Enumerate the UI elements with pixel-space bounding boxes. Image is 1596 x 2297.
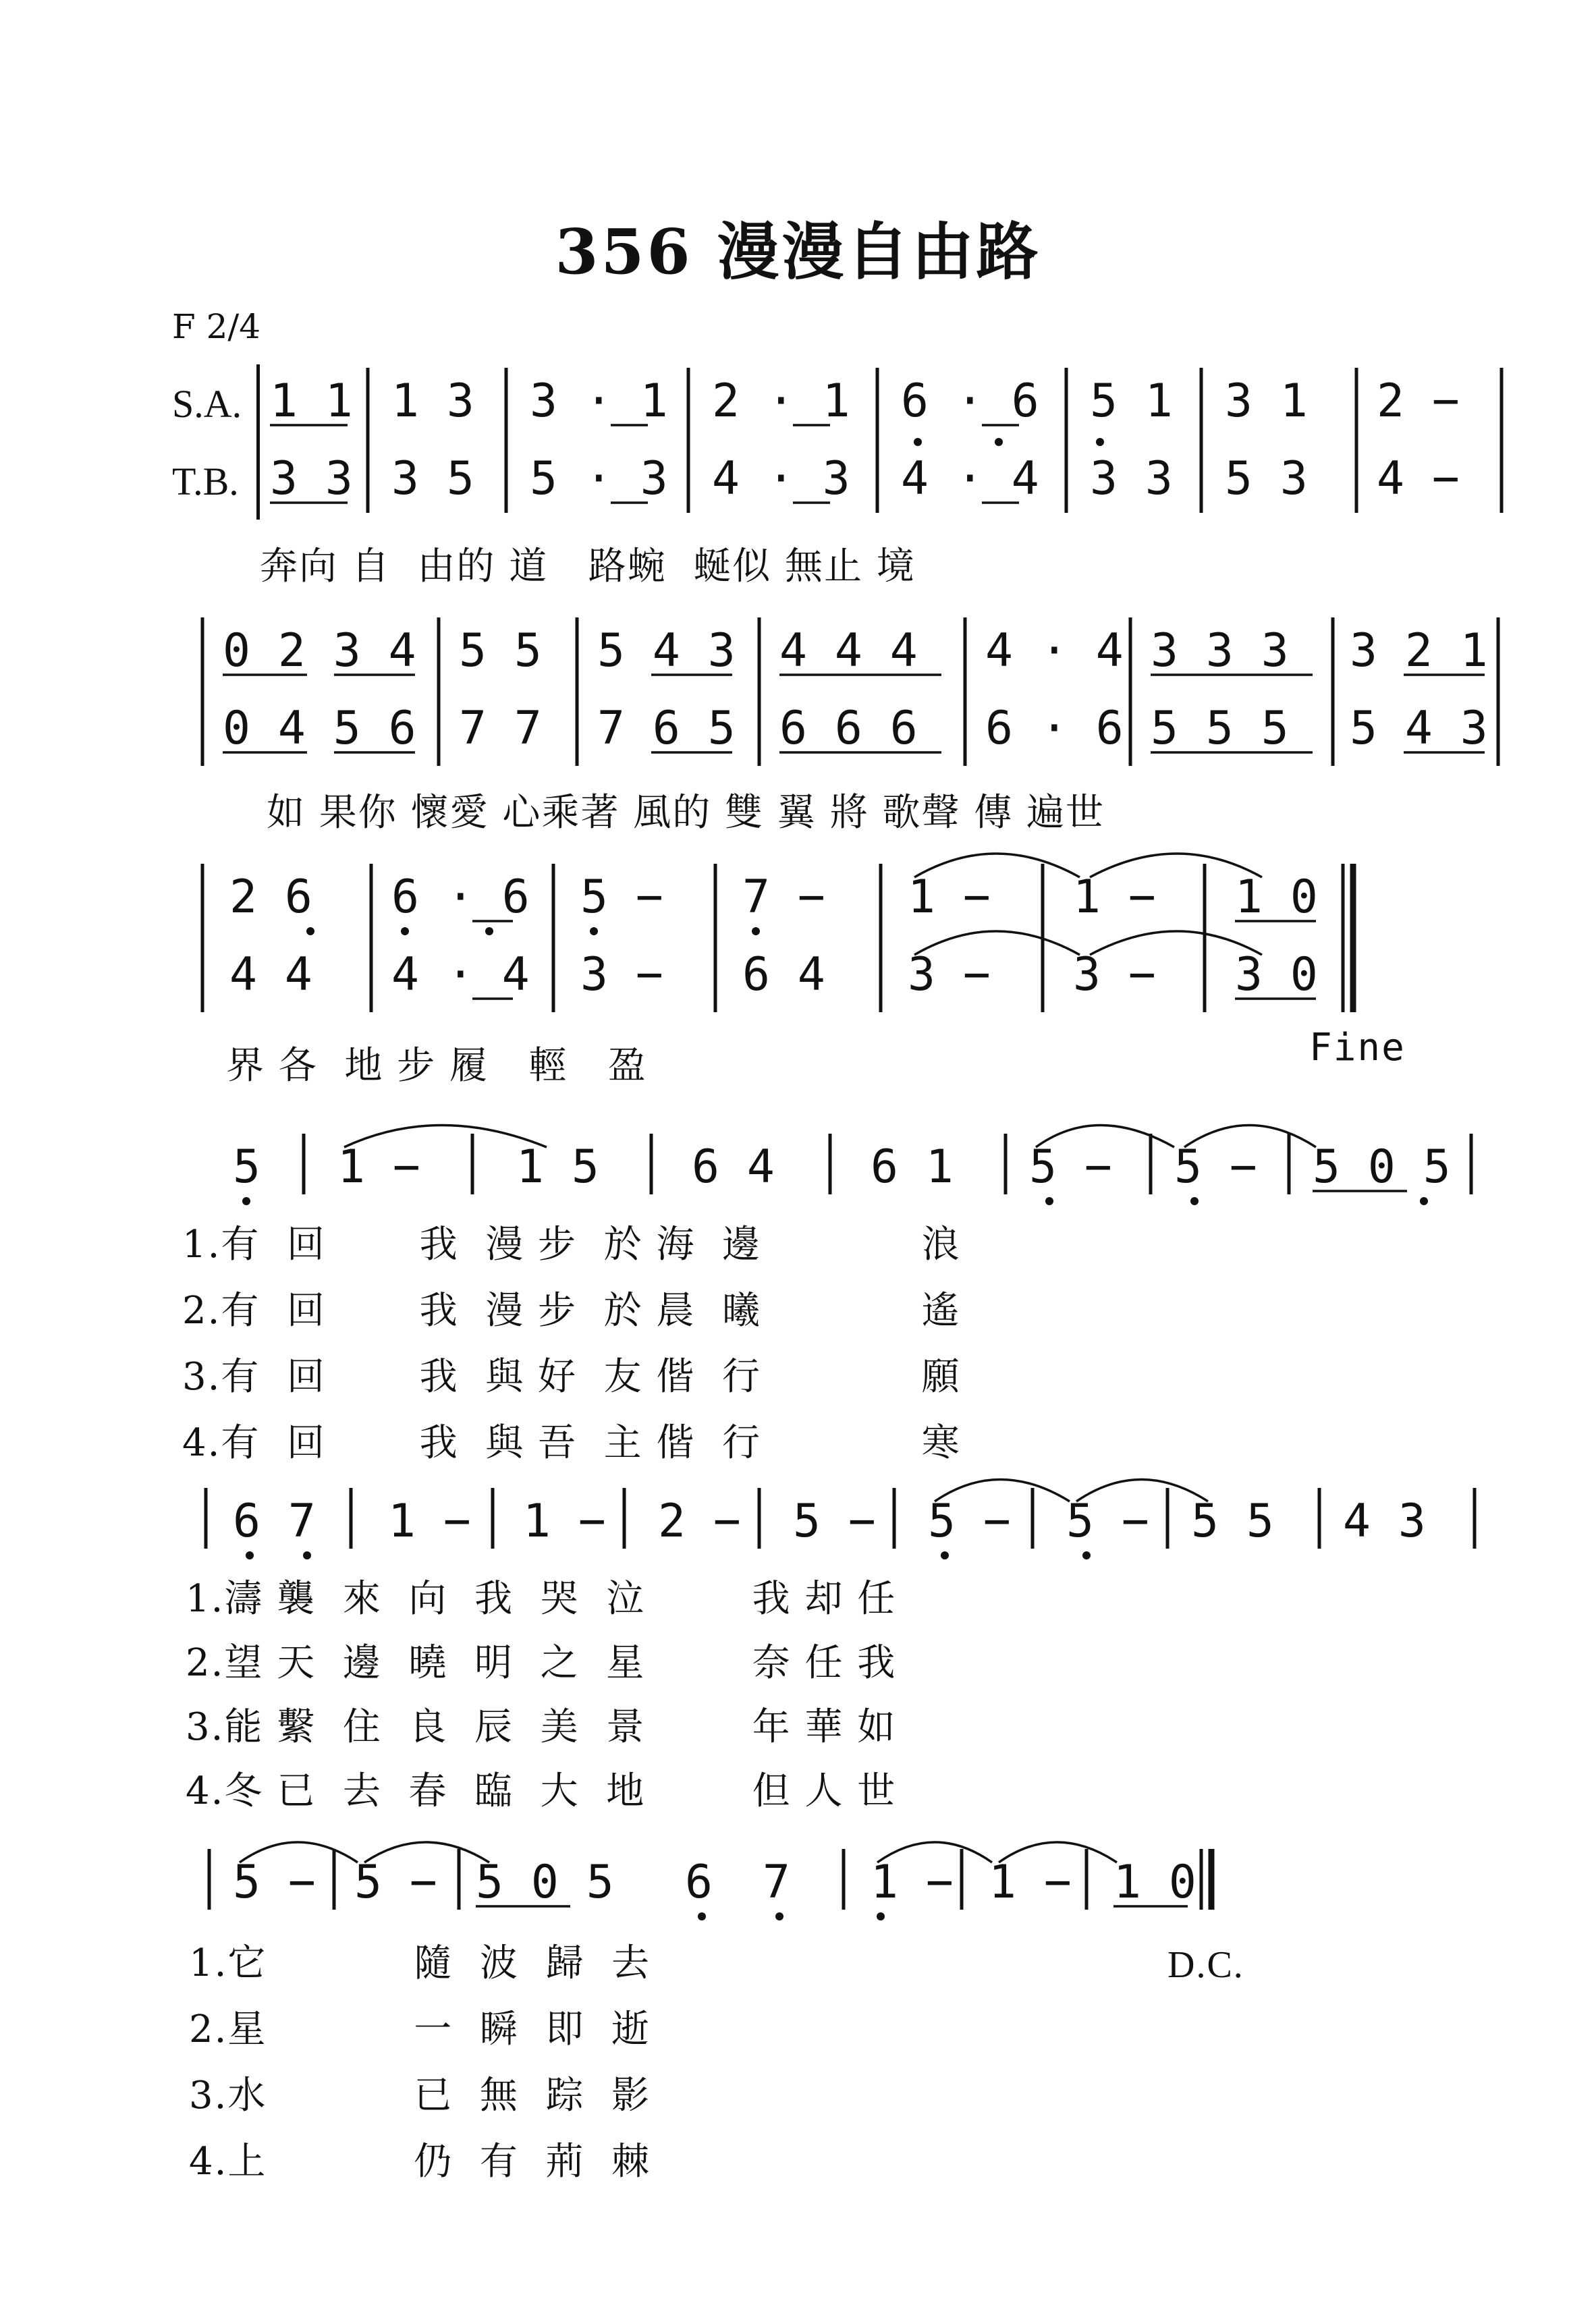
v2-m8: 5 5 xyxy=(1191,1495,1274,1548)
s1-sa-m3: 3 · 1 xyxy=(530,375,668,428)
v1-lyrics-2: 2.有 回 我 漫 步 於 晨 曦 遙 xyxy=(182,1289,961,1333)
page-title: 356 漫漫自由路 xyxy=(555,215,1041,288)
s2-tb-m4: 6 6 6 xyxy=(779,702,918,755)
s2-tb-m7: 5 4 3 xyxy=(1350,702,1488,755)
v3-m3: 5 0 5 xyxy=(476,1856,614,1909)
v3-lyrics-2: 2.星 一 瞬 即 逝 xyxy=(189,2008,651,2051)
s2-sa-m1: 0 2 3 4 xyxy=(223,624,416,677)
v2-m5: 5 − xyxy=(793,1495,876,1548)
v2-lyrics-3: 3.能 繫 住 良 辰 美 景 年 華 如 xyxy=(186,1705,897,1749)
v2-m1: 6 7 xyxy=(233,1495,316,1548)
s2-tb-m6: 5 5 5 xyxy=(1151,702,1289,755)
s1-sa-m6: 5 1 xyxy=(1090,375,1173,428)
v2-m4: 2 − xyxy=(658,1495,741,1548)
s3-sa-m2: 6 · 6 xyxy=(391,870,530,924)
s3-lyrics: 界 各 地 步 履 輕 盈 xyxy=(226,1044,647,1088)
s3-tb-m5: 3 − xyxy=(908,948,991,1001)
s2-tb-m2: 7 7 xyxy=(459,702,542,755)
dc-mark: D.C. xyxy=(1167,1944,1244,1986)
s3-tb-m3: 3 − xyxy=(580,948,663,1001)
s2-tb-m1: 0 4 5 6 xyxy=(223,702,416,755)
v2-m7: 5 − xyxy=(1066,1495,1149,1548)
v2-m2: 1 − xyxy=(388,1495,471,1548)
s3-sa-m3: 5 − xyxy=(580,870,663,924)
s1-tb-m8: 4 − xyxy=(1377,452,1460,505)
s2-sa-m6: 3 3 3 xyxy=(1151,624,1289,677)
s3-tb-m7: 3 0 xyxy=(1235,948,1318,1001)
s2-tb-m3: 7 6 5 xyxy=(597,702,736,755)
v3-m6: 1 − xyxy=(871,1856,954,1909)
v1-lyrics-3: 3.有 回 我 與 好 友 偕 行 願 xyxy=(182,1355,961,1399)
v2-m9: 4 3 xyxy=(1343,1495,1426,1548)
v1-m4: 6 4 xyxy=(692,1140,775,1194)
s2-sa-m3: 5 4 3 xyxy=(597,624,736,677)
key-signature: F 2/4 xyxy=(172,307,261,346)
v1-lyrics-4: 4.有 回 我 與 吾 主 偕 行 寒 xyxy=(182,1421,961,1465)
v2-m3: 1 − xyxy=(523,1495,606,1548)
v1-lyrics-1: 1.有 回 我 漫 步 於 海 邊 浪 xyxy=(182,1223,961,1267)
s2-tb-m5: 6 · 6 xyxy=(985,702,1124,755)
s3-tb-m6: 3 − xyxy=(1073,948,1156,1001)
fine-mark: Fine xyxy=(1309,1026,1406,1070)
s1-tb-m1: 3 3 xyxy=(270,452,353,505)
s3-tb-m4: 6 4 xyxy=(742,948,825,1001)
s2-lyrics: 如 果你 懷愛 心乘著 風的 雙 翼 將 歌聲 傳 遍世 xyxy=(267,791,1105,835)
v3-lyrics-1: 1.它 隨 波 歸 去 xyxy=(189,1941,651,1985)
tb-label: T.B. xyxy=(172,460,239,503)
v1-m1: 5 xyxy=(233,1140,260,1194)
v2-m6: 5 − xyxy=(928,1495,1011,1548)
s1-tb-m6: 3 3 xyxy=(1090,452,1173,505)
v3-lyrics-4: 4.上 仍 有 荊 棘 xyxy=(189,2140,651,2184)
s2-sa-m4: 4 4 4 xyxy=(779,624,918,677)
s1-sa-m2: 1 3 xyxy=(391,375,474,428)
s1-tb-m4: 4 · 3 xyxy=(712,452,850,505)
v1-m7: 5 − xyxy=(1174,1140,1257,1194)
v1-m2: 1 − xyxy=(337,1140,420,1194)
s3-sa-m1: 2 6 xyxy=(229,870,312,924)
s1-sa-m1: 1 1 xyxy=(270,375,353,428)
v3-m2: 5 − xyxy=(354,1856,437,1909)
s1-sa-m5: 6 · 6 xyxy=(901,375,1039,428)
v1-m8: 5 0 5 xyxy=(1313,1140,1451,1194)
s3-sa-m4: 7 − xyxy=(742,870,825,924)
s2-sa-m7: 3 2 1 xyxy=(1350,624,1488,677)
v2-lyrics-1: 1.濤 襲 來 向 我 哭 泣 我 却 任 xyxy=(186,1577,897,1621)
s1-sa-m7: 3 1 xyxy=(1225,375,1308,428)
v1-m5: 6 1 xyxy=(871,1140,954,1194)
s2-sa-m5: 4 · 4 xyxy=(985,624,1124,677)
s3-sa-m5: 1 − xyxy=(908,870,991,924)
v1-m3: 1 5 xyxy=(516,1140,599,1194)
v2-lyrics-2: 2.望 天 邊 曉 明 之 星 奈 任 我 xyxy=(186,1641,897,1685)
v3-lyrics-3: 3.水 已 無 踪 影 xyxy=(189,2074,651,2118)
s1-sa-m4: 2 · 1 xyxy=(712,375,850,428)
v3-m7: 1 − xyxy=(989,1856,1072,1909)
s3-tb-m2: 4 · 4 xyxy=(391,948,530,1001)
v3-m5: 7 xyxy=(763,1856,790,1909)
s1-lyrics: 奔向 自 由的 道 路蜿 蜒似 無止 境 xyxy=(260,545,916,588)
s1-tb-m5: 4 · 4 xyxy=(901,452,1039,505)
v2-lyrics-4: 4.冬 已 去 春 臨 大 地 但 人 世 xyxy=(186,1769,897,1813)
v3-m4: 6 xyxy=(685,1856,713,1909)
s2-sa-m2: 5 5 xyxy=(459,624,542,677)
s1-tb-m7: 5 3 xyxy=(1225,452,1308,505)
s1-tb-m3: 5 · 3 xyxy=(530,452,668,505)
s3-sa-m6: 1 − xyxy=(1073,870,1156,924)
v3-m8: 1 0 xyxy=(1113,1856,1196,1909)
s3-sa-m7: 1 0 xyxy=(1235,870,1318,924)
sa-label: S.A. xyxy=(172,382,242,426)
s1-sa-m8: 2 − xyxy=(1377,375,1460,428)
s1-tb-m2: 3 5 xyxy=(391,452,474,505)
s3-tb-m1: 4 4 xyxy=(229,948,312,1001)
v1-m6: 5 − xyxy=(1029,1140,1112,1194)
v3-m1: 5 − xyxy=(233,1856,316,1909)
